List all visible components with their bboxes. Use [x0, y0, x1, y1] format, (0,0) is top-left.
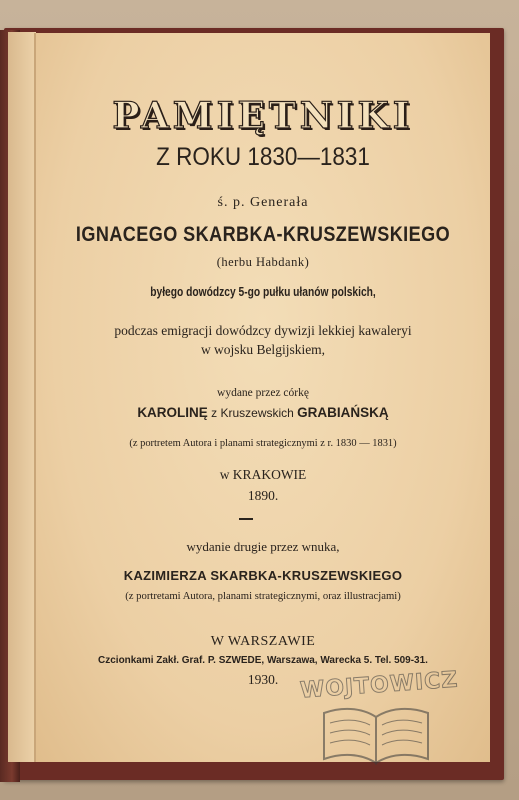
left-page-edge: [8, 32, 36, 762]
first-year: 1890.: [247, 488, 279, 503]
emigration-line-2: w wojsku Belgijskiem,: [200, 342, 326, 357]
former-commander: byłego dowódzcy 5-go pułku ułanów polskich,: [150, 285, 376, 299]
emigration-line-1: podczas emigracji dowódzcy dywizji lekkiej kawaleryi: [114, 323, 412, 338]
daughter-first-name: KAROLINĘ: [137, 405, 208, 420]
title-page: [34, 33, 490, 762]
daughter-maiden: z Kruszewskich: [207, 406, 298, 420]
years-subtitle: Z ROKU 1830—1831: [156, 143, 370, 171]
first-place: w KRAKOWIE: [219, 467, 307, 482]
divider: [239, 518, 253, 520]
honorific: ś. p. Generała: [217, 195, 309, 210]
printer-line: Czcionkami Zakł. Graf. P. SZWEDE, Warszawa, Warecka 5. Tel. 509-31.: [98, 654, 428, 666]
author-name: IGNACEGO SKARBKA-KRUSZEWSKIEGO: [75, 223, 451, 246]
book-title: PAMIĘTNIKI: [112, 95, 414, 137]
watermark-text: WOJTOWICZ: [299, 667, 460, 704]
second-year: 1930.: [247, 672, 279, 687]
grandson-name: KAZIMIERZA SKARBKA-KRUSZEWSKIEGO: [123, 568, 403, 583]
second-edition: wydanie drugie przez wnuka,: [186, 539, 340, 554]
second-edition-note: (z portretami Autora, planami strategicznymi, oraz illustracjami): [125, 590, 401, 602]
published-by: wydane przez córkę: [217, 387, 309, 399]
daughter-name: [36, 405, 490, 420]
coat-of-arms: (herbu Habdank): [216, 255, 310, 269]
watermark-stamp: [294, 661, 464, 771]
first-edition-note: (z portretem Autora i planami strategicznymi z r. 1830 — 1831): [129, 437, 397, 449]
second-place: W WARSZAWIE: [210, 634, 316, 649]
daughter-surname: GRABIAŃSKĄ: [297, 405, 389, 420]
open-book-icon: [316, 699, 436, 769]
